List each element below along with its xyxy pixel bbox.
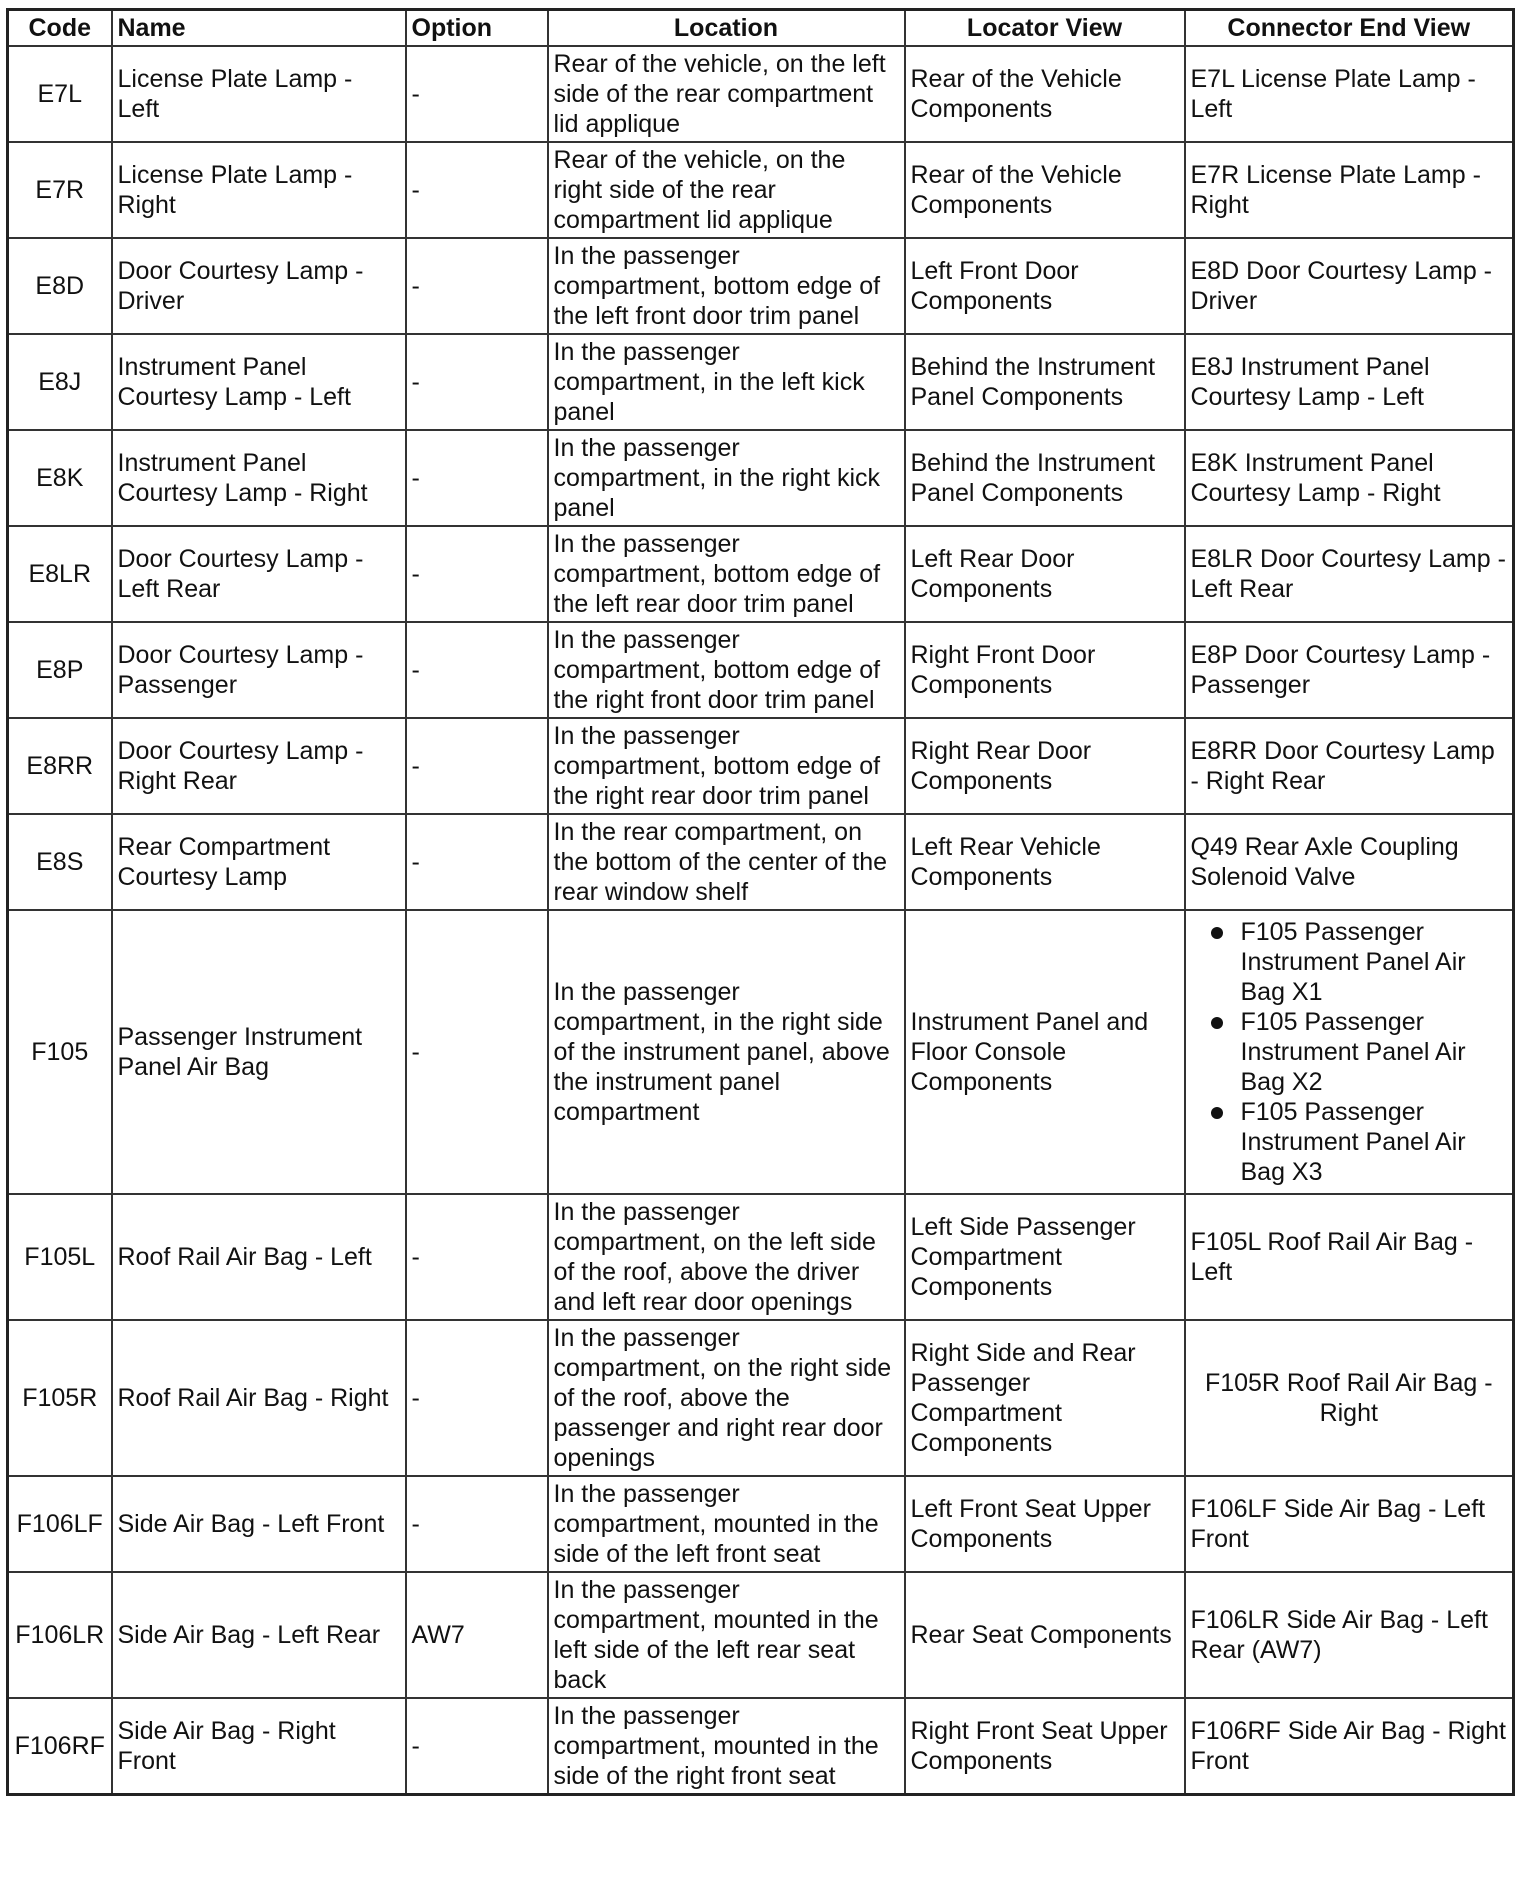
table-row <box>8 1320 1514 1476</box>
table-row <box>8 1698 1514 1795</box>
table-body <box>8 46 1514 1795</box>
connector-view-list-item <box>1241 1007 1508 1097</box>
locator-view-link[interactable]: Left Front Door Components <box>910 257 1079 315</box>
cell-option: - <box>406 334 548 430</box>
cell-code: F106RF <box>8 1698 112 1795</box>
cell-locator-view <box>905 718 1185 814</box>
cell-code: E8D <box>8 238 112 334</box>
cell-name: Instrument Panel Courtesy Lamp - Right <box>112 430 406 526</box>
header-locator-view: Locator View <box>905 10 1185 47</box>
cell-connector-end-view <box>1185 1698 1514 1795</box>
cell-location: In the passenger compartment, mounted in the side of the right front seat <box>548 1698 905 1795</box>
cell-code: F106LF <box>8 1476 112 1572</box>
cell-code: E8S <box>8 814 112 910</box>
table-row <box>8 1572 1514 1698</box>
cell-option: - <box>406 238 548 334</box>
cell-name: Roof Rail Air Bag - Left <box>112 1194 406 1320</box>
cell-locator-view <box>905 1320 1185 1476</box>
table-row <box>8 1476 1514 1572</box>
cell-connector-end-view <box>1185 238 1514 334</box>
cell-connector-end-view <box>1185 46 1514 142</box>
connector-view-link[interactable]: F106LF Side Air Bag - Left Front <box>1190 1495 1486 1553</box>
cell-name: Door Courtesy Lamp - Passenger <box>112 622 406 718</box>
cell-connector-end-view <box>1185 430 1514 526</box>
bullet-icon <box>1211 927 1223 939</box>
cell-name: License Plate Lamp - Right <box>112 142 406 238</box>
table-row <box>8 814 1514 910</box>
cell-connector-end-view <box>1185 1320 1514 1476</box>
cell-location: Rear of the vehicle, on the right side of the rear compartment lid applique <box>548 142 905 238</box>
header-code: Code <box>8 10 112 47</box>
cell-option: AW7 <box>406 1572 548 1698</box>
cell-code: F105L <box>8 1194 112 1320</box>
cell-name: Door Courtesy Lamp - Driver <box>112 238 406 334</box>
cell-location: In the passenger compartment, bottom edge of the right front door trim panel <box>548 622 905 718</box>
connector-view-link[interactable]: F106LR Side Air Bag - Left Rear (AW7) <box>1190 1606 1488 1664</box>
connector-view-link[interactable]: E8LR Door Courtesy Lamp - Left Rear <box>1190 545 1506 603</box>
table-row <box>8 718 1514 814</box>
locator-view-link[interactable]: Left Rear Door Components <box>910 545 1075 603</box>
locator-view-link[interactable]: Rear Seat Components <box>910 1621 1172 1649</box>
cell-locator-view <box>905 814 1185 910</box>
connector-view-link[interactable]: E8J Instrument Panel Courtesy Lamp - Left <box>1190 353 1430 411</box>
cell-locator-view <box>905 1572 1185 1698</box>
cell-locator-view <box>905 526 1185 622</box>
cell-option: - <box>406 46 548 142</box>
cell-location: In the passenger compartment, on the left side of the roof, above the driver and left rear door openings <box>548 1194 905 1320</box>
connector-view-link[interactable]: E8P Door Courtesy Lamp - Passenger <box>1190 641 1491 699</box>
cell-code: E7L <box>8 46 112 142</box>
cell-code: F105R <box>8 1320 112 1476</box>
cell-connector-end-view <box>1185 334 1514 430</box>
locator-view-link[interactable]: Right Side and Rear Passenger Compartment Components <box>910 1339 1136 1457</box>
cell-name: Side Air Bag - Left Rear <box>112 1572 406 1698</box>
cell-locator-view <box>905 238 1185 334</box>
cell-location: In the passenger compartment, mounted in the left side of the left rear seat back <box>548 1572 905 1698</box>
cell-option: - <box>406 1476 548 1572</box>
cell-locator-view <box>905 1194 1185 1320</box>
cell-connector-end-view <box>1185 1194 1514 1320</box>
bullet-icon <box>1211 1017 1223 1029</box>
cell-locator-view <box>905 430 1185 526</box>
connector-view-link[interactable]: F105 Passenger Instrument Panel Air Bag X2 <box>1240 1008 1466 1096</box>
locator-view-link[interactable]: Rear of the Vehicle Components <box>910 161 1122 219</box>
cell-connector-end-view <box>1185 142 1514 238</box>
cell-connector-end-view <box>1185 910 1514 1194</box>
cell-code: E7R <box>8 142 112 238</box>
table-row <box>8 142 1514 238</box>
connector-view-link[interactable]: F105 Passenger Instrument Panel Air Bag X1 <box>1240 918 1466 1006</box>
cell-connector-end-view <box>1185 1572 1514 1698</box>
cell-connector-end-view <box>1185 622 1514 718</box>
table-row <box>8 622 1514 718</box>
connector-view-link[interactable]: F105 Passenger Instrument Panel Air Bag X3 <box>1240 1098 1466 1186</box>
cell-name: Passenger Instrument Panel Air Bag <box>112 910 406 1194</box>
cell-option: - <box>406 622 548 718</box>
connector-view-link[interactable]: E8K Instrument Panel Courtesy Lamp - Right <box>1190 449 1441 507</box>
cell-name: Side Air Bag - Right Front <box>112 1698 406 1795</box>
header-option: Option <box>406 10 548 47</box>
locator-view-link[interactable]: Right Front Door Components <box>910 641 1096 699</box>
cell-name: Roof Rail Air Bag - Right <box>112 1320 406 1476</box>
cell-location: In the passenger compartment, in the right kick panel <box>548 430 905 526</box>
locator-view-link[interactable]: Behind the Instrument Panel Components <box>910 449 1156 507</box>
locator-view-link[interactable]: Left Front Seat Upper Components <box>910 1495 1151 1553</box>
connector-view-link[interactable]: E7L License Plate Lamp - Left <box>1190 65 1476 123</box>
connector-view-link[interactable]: E7R License Plate Lamp - Right <box>1190 161 1481 219</box>
connector-view-link[interactable]: E8D Door Courtesy Lamp - Driver <box>1190 257 1493 315</box>
table-row <box>8 334 1514 430</box>
cell-option: - <box>406 910 548 1194</box>
table-row <box>8 526 1514 622</box>
cell-location: Rear of the vehicle, on the left side of the rear compartment lid applique <box>548 46 905 142</box>
component-locator-sheet <box>6 8 1512 1796</box>
cell-connector-end-view <box>1185 814 1514 910</box>
cell-option: - <box>406 526 548 622</box>
header-name: Name <box>112 10 406 47</box>
connector-view-link[interactable]: F105R Roof Rail Air Bag - Right <box>1204 1369 1493 1427</box>
connector-view-link[interactable]: Q49 Rear Axle Coupling Solenoid Valve <box>1190 833 1459 891</box>
table-row <box>8 910 1514 1194</box>
cell-connector-end-view <box>1185 718 1514 814</box>
locator-view-link[interactable]: Left Rear Vehicle Components <box>910 833 1101 891</box>
cell-name: License Plate Lamp - Left <box>112 46 406 142</box>
cell-location: In the passenger compartment, mounted in the side of the left front seat <box>548 1476 905 1572</box>
connector-view-link[interactable]: F105L Roof Rail Air Bag - Left <box>1190 1228 1474 1286</box>
cell-code: E8K <box>8 430 112 526</box>
connector-view-link[interactable]: E8RR Door Courtesy Lamp - Right Rear <box>1190 737 1495 795</box>
cell-locator-view <box>905 334 1185 430</box>
locator-view-link[interactable]: Instrument Panel and Floor Console Components <box>910 1008 1149 1096</box>
cell-locator-view <box>905 46 1185 142</box>
header-connector-end-view: Connector End View <box>1185 10 1514 47</box>
table-row <box>8 1194 1514 1320</box>
connector-view-link[interactable]: F106RF Side Air Bag - Right Front <box>1190 1717 1506 1775</box>
component-locator-table <box>6 8 1515 1796</box>
cell-location: In the passenger compartment, bottom edge of the left rear door trim panel <box>548 526 905 622</box>
cell-name: Instrument Panel Courtesy Lamp - Left <box>112 334 406 430</box>
cell-code: F105 <box>8 910 112 1194</box>
cell-code: E8J <box>8 334 112 430</box>
header-row <box>8 10 1514 47</box>
cell-option: - <box>406 814 548 910</box>
cell-option: - <box>406 1320 548 1476</box>
cell-location: In the passenger compartment, bottom edge of the left front door trim panel <box>548 238 905 334</box>
cell-location: In the passenger compartment, in the right side of the instrument panel, above the instrument panel compartment <box>548 910 905 1194</box>
cell-location: In the passenger compartment, in the left kick panel <box>548 334 905 430</box>
bullet-icon <box>1211 1107 1223 1119</box>
cell-locator-view <box>905 1476 1185 1572</box>
cell-name: Door Courtesy Lamp - Left Rear <box>112 526 406 622</box>
table-row <box>8 430 1514 526</box>
cell-locator-view <box>905 1698 1185 1795</box>
locator-view-link[interactable]: Right Front Seat Upper Components <box>910 1717 1168 1775</box>
table-header <box>8 10 1514 47</box>
cell-name: Rear Compartment Courtesy Lamp <box>112 814 406 910</box>
cell-location: In the passenger compartment, on the right side of the roof, above the passenger and right rear door openings <box>548 1320 905 1476</box>
locator-view-link[interactable]: Right Rear Door Components <box>910 737 1092 795</box>
cell-name: Door Courtesy Lamp - Right Rear <box>112 718 406 814</box>
locator-view-link[interactable]: Left Side Passenger Compartment Components <box>910 1213 1136 1301</box>
table-row <box>8 46 1514 142</box>
cell-code: E8RR <box>8 718 112 814</box>
cell-locator-view <box>905 622 1185 718</box>
cell-code: F106LR <box>8 1572 112 1698</box>
table-row <box>8 238 1514 334</box>
cell-option: - <box>406 430 548 526</box>
connector-view-list-item <box>1241 1097 1508 1187</box>
locator-view-link[interactable]: Behind the Instrument Panel Components <box>910 353 1156 411</box>
cell-name: Side Air Bag - Left Front <box>112 1476 406 1572</box>
cell-connector-end-view <box>1185 1476 1514 1572</box>
cell-option: - <box>406 142 548 238</box>
cell-option: - <box>406 1194 548 1320</box>
connector-view-list-item <box>1241 917 1508 1007</box>
cell-code: E8LR <box>8 526 112 622</box>
cell-locator-view <box>905 910 1185 1194</box>
cell-location: In the passenger compartment, bottom edge of the right rear door trim panel <box>548 718 905 814</box>
cell-location: In the rear compartment, on the bottom of the center of the rear window shelf <box>548 814 905 910</box>
cell-connector-end-view <box>1185 526 1514 622</box>
cell-option: - <box>406 1698 548 1795</box>
connector-view-list <box>1191 917 1508 1187</box>
header-location: Location <box>548 10 905 47</box>
cell-locator-view <box>905 142 1185 238</box>
locator-view-link[interactable]: Rear of the Vehicle Components <box>910 65 1122 123</box>
cell-option: - <box>406 718 548 814</box>
cell-code: E8P <box>8 622 112 718</box>
